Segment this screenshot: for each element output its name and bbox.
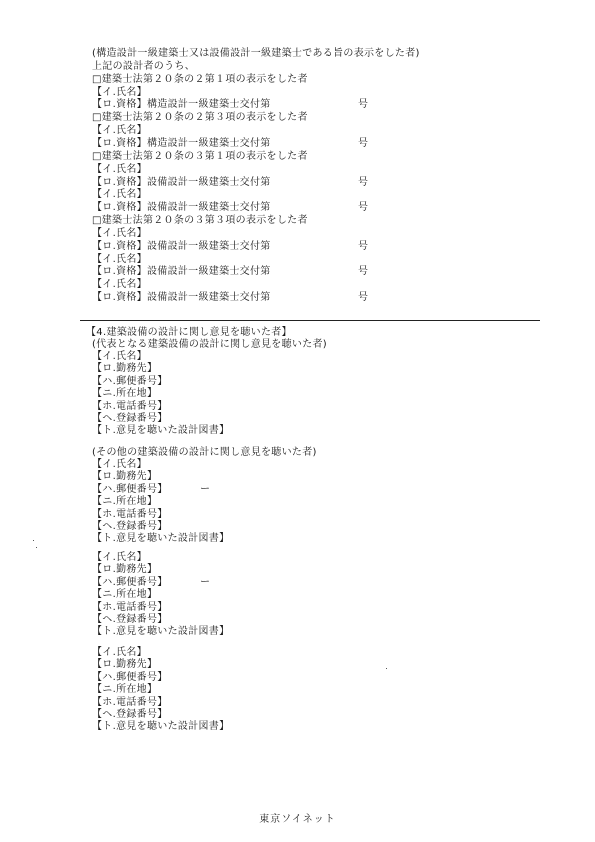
section3-line: 【イ.氏名】 bbox=[92, 125, 147, 137]
field-label: 【ロ.勤務先】 bbox=[92, 659, 158, 671]
page-footer: 東京ソイネット bbox=[259, 814, 336, 825]
section3-line: 【イ.氏名】 bbox=[92, 86, 147, 98]
field-label: 【ホ.電話番号】 bbox=[92, 400, 168, 412]
number-suffix: 号 bbox=[358, 176, 368, 188]
field-label: 【ホ.電話番号】 bbox=[92, 508, 168, 520]
scan-speck bbox=[386, 668, 387, 669]
field-label: 【ロ.勤務先】 bbox=[92, 363, 158, 375]
section3-line: 【ロ.資格】設備設計一級建築士交付第 bbox=[92, 176, 271, 188]
group1-title: (代表となる建築設備の設計に関し意見を聴いた者) bbox=[92, 339, 328, 350]
section4-heading: 【4.建築設備の設計に関し意見を聴いた者】 bbox=[86, 327, 292, 338]
scan-speck bbox=[36, 547, 37, 548]
field-label: 【ロ.勤務先】 bbox=[92, 471, 158, 483]
section3-line: □建築士法第２０条の２第１項の表示をした者 bbox=[92, 73, 308, 85]
field-label: 【ハ.郵便番号】 bbox=[92, 483, 168, 495]
field-label: 【イ.氏名】 bbox=[92, 552, 147, 563]
number-suffix: 号 bbox=[358, 137, 368, 149]
section3-line: 【ロ.資格】設備設計一級建築士交付第 bbox=[92, 202, 271, 214]
section3-line: (構造設計一級建築士又は設備設計一級建築士である旨の表示をした者) bbox=[92, 48, 420, 59]
number-suffix: 号 bbox=[358, 266, 368, 278]
field-label: 【ハ.郵便番号】 bbox=[92, 671, 168, 683]
group3-postal-dash: ー bbox=[200, 577, 210, 588]
field-label: 【ト.意見を聴いた設計図書】 bbox=[92, 626, 230, 638]
field-label: 【ニ.所在地】 bbox=[92, 589, 158, 601]
field-label: 【ニ.所在地】 bbox=[92, 684, 158, 696]
section3-line: □建築士法第２０条の３第１項の表示をした者 bbox=[92, 150, 308, 162]
field-label: 【イ.氏名】 bbox=[92, 459, 147, 470]
section3-line: 上記の設計者のうち、 bbox=[92, 60, 195, 72]
section3-line: 【イ.氏名】 bbox=[92, 163, 147, 175]
group2-title: (その他の建築設備の設計に関し意見を聴いた者) bbox=[92, 447, 317, 458]
field-label: 【ハ.郵便番号】 bbox=[92, 576, 168, 588]
section3-line: □建築士法第２０条の２第３項の表示をした者 bbox=[92, 112, 308, 124]
number-suffix: 号 bbox=[358, 202, 368, 214]
section3-line: 【イ.氏名】 bbox=[92, 253, 147, 265]
field-label: 【ヘ.登録番号】 bbox=[92, 614, 168, 625]
section3-line: 【イ.氏名】 bbox=[92, 189, 147, 201]
group2-postal-dash: ー bbox=[200, 484, 210, 495]
number-suffix: 号 bbox=[358, 240, 368, 252]
field-label: 【ト.意見を聴いた設計図書】 bbox=[92, 533, 230, 545]
number-suffix: 号 bbox=[358, 99, 368, 111]
field-label: 【ヘ.登録番号】 bbox=[92, 709, 168, 720]
field-label: 【ホ.電話番号】 bbox=[92, 696, 168, 708]
field-label: 【ホ.電話番号】 bbox=[92, 601, 168, 613]
field-label: 【ヘ.登録番号】 bbox=[92, 521, 168, 532]
field-label: 【ト.意見を聴いた設計図書】 bbox=[92, 425, 230, 437]
field-label: 【ニ.所在地】 bbox=[92, 496, 158, 508]
field-label: 【イ.氏名】 bbox=[92, 647, 147, 658]
number-suffix: 号 bbox=[358, 292, 368, 304]
section3-line: 【イ.氏名】 bbox=[92, 227, 147, 239]
section3-line: 【イ.氏名】 bbox=[92, 279, 147, 291]
field-label: 【ロ.勤務先】 bbox=[92, 564, 158, 576]
field-label: 【イ.氏名】 bbox=[92, 351, 147, 362]
section3-line: 【ロ.資格】設備設計一級建築士交付第 bbox=[92, 292, 271, 304]
field-label: 【ハ.郵便番号】 bbox=[92, 375, 168, 387]
field-label: 【ヘ.登録番号】 bbox=[92, 413, 168, 424]
section3-line: 【ロ.資格】構造設計一級建築士交付第 bbox=[92, 99, 271, 111]
section-divider bbox=[80, 320, 540, 321]
field-label: 【ト.意見を聴いた設計図書】 bbox=[92, 721, 230, 733]
section3-line: 【ロ.資格】構造設計一級建築士交付第 bbox=[92, 137, 271, 149]
section3-line: 【ロ.資格】設備設計一級建築士交付第 bbox=[92, 266, 271, 278]
field-label: 【ニ.所在地】 bbox=[92, 388, 158, 400]
section3-line: 【ロ.資格】設備設計一級建築士交付第 bbox=[92, 240, 271, 252]
scan-speck bbox=[33, 540, 34, 541]
section3-line: □建築士法第２０条の３第３項の表示をした者 bbox=[92, 215, 308, 227]
